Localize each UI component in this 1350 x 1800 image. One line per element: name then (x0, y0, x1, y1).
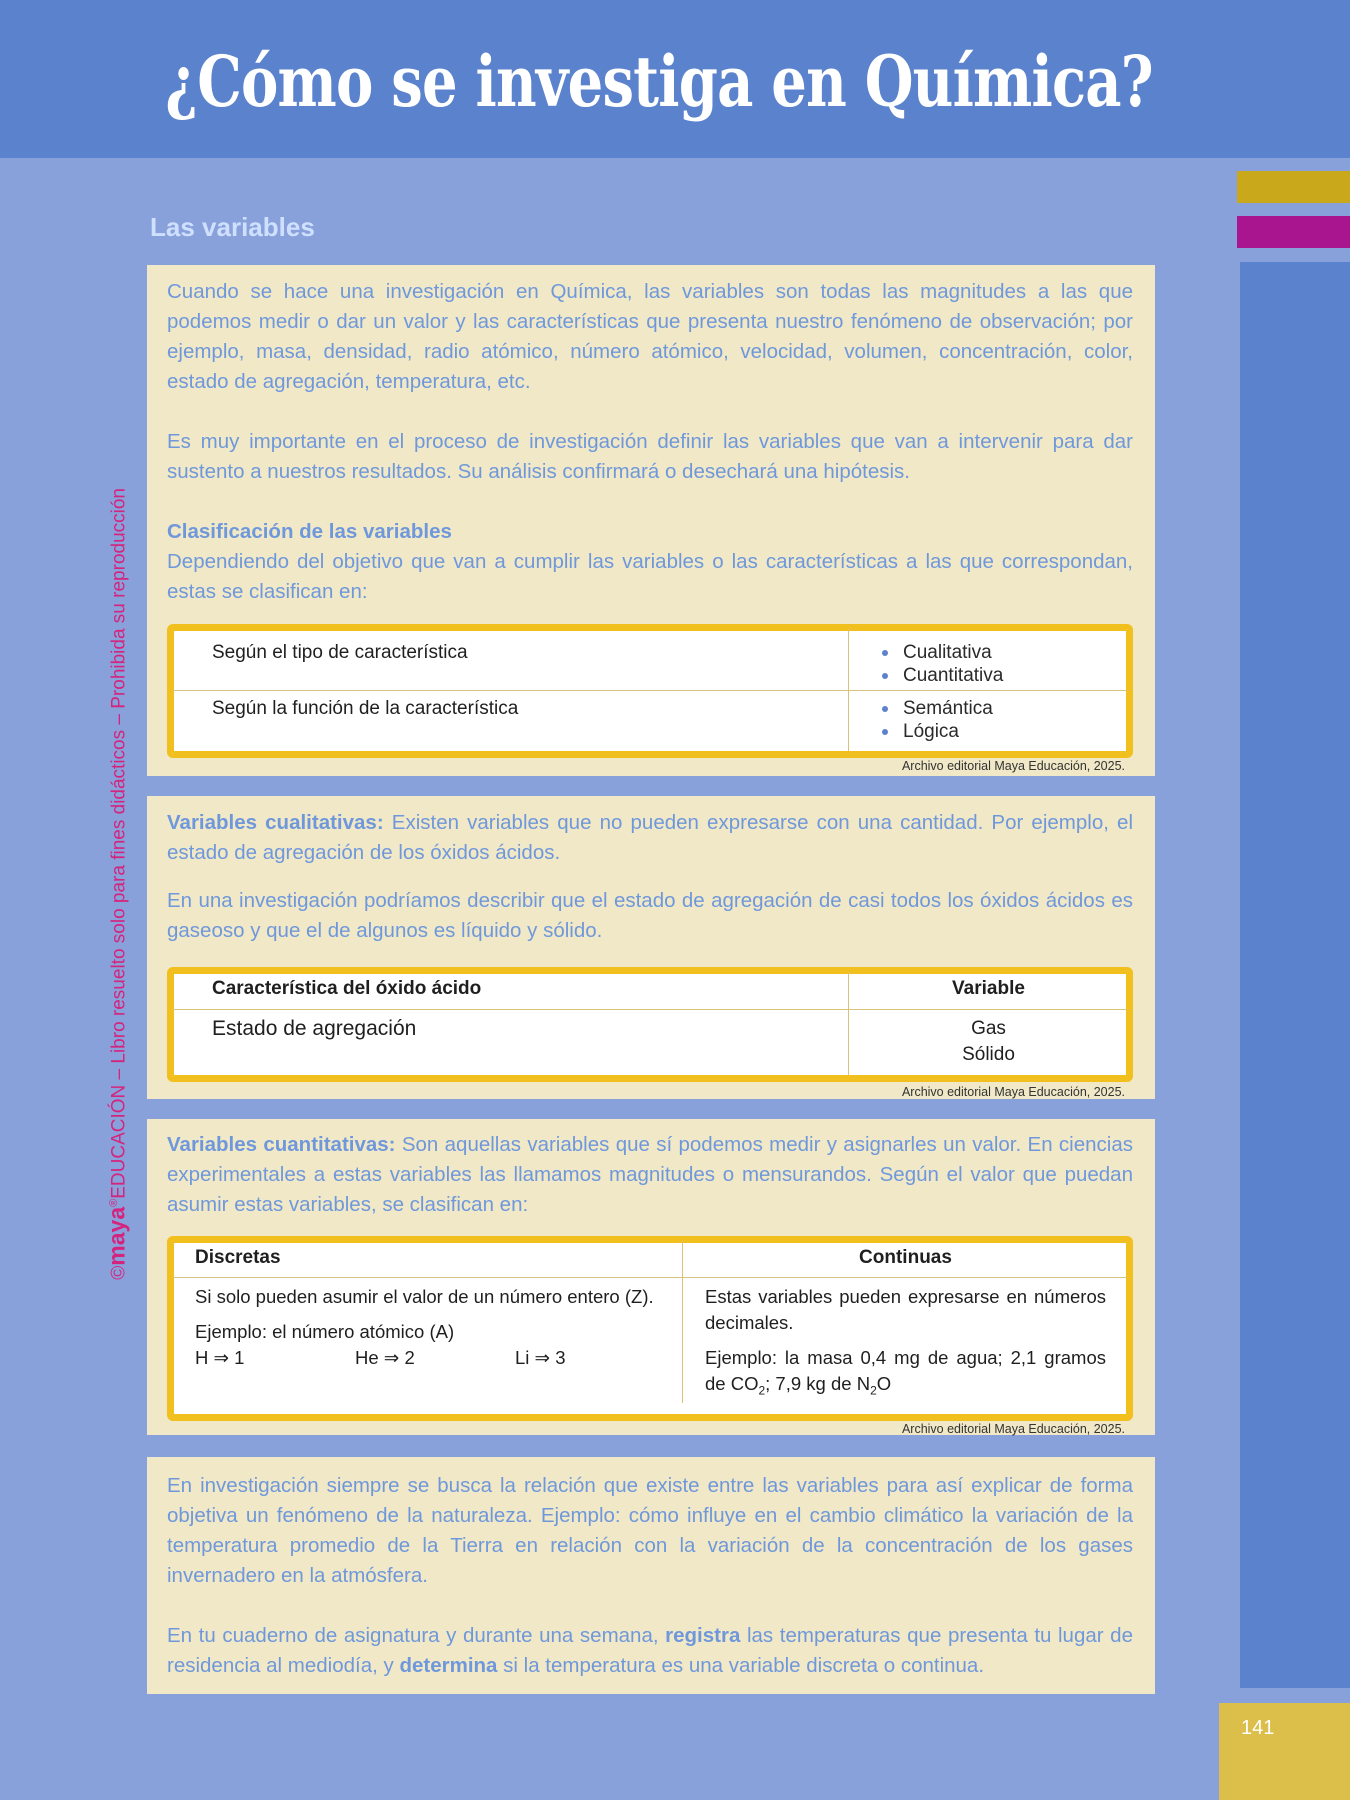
table-row (172, 629, 1128, 690)
page-header (0, 0, 1350, 158)
intro-paragraph-1: Cuando se hace una investigación en Química, las variables son todas las magnitudes a las que podemos medir o dar un valor y las características que presenta nuestro fenómeno de observación; por ejemplo, masa, densidad, radio atómico, número atómico, velocidad, volumen, concentración, color, estado de agregación, temperatura, etc. (167, 280, 1133, 393)
qualitative-paragraph-2: En una investigación podríamos describir que el estado de agregación de casi todos los óxidos ácidos es gaseoso y que el de algunos es líquido y sólido. (167, 889, 1133, 942)
list-item: Cualitativa (879, 641, 1128, 664)
side-tab-magenta (1237, 216, 1350, 248)
section-title: Las variables (150, 212, 315, 242)
page-number-box (1219, 1703, 1350, 1800)
table-source: Archivo editorial Maya Educación, 2025. (901, 1422, 1125, 1436)
table-cell (683, 1277, 1129, 1403)
example-he: He ⇒ 2 (355, 1346, 415, 1368)
table-header-row (172, 972, 1128, 1009)
closing-paragraph-1: En investigación siempre se busca la relación que existe entre las variables para así explicar de forma objetiva un fenómeno de la naturaleza. Ejemplo: cómo influye en el cambio climático la variación de la temperatura promedio de la Tierra en relación con la variación de la concentración de los gases invernadero en la atmósfera. (167, 1474, 1133, 1587)
list-item: Cuantitativa (879, 664, 1128, 687)
table-source: Archivo editorial Maya Educación, 2025. (901, 1085, 1125, 1099)
keyword-registra: registra (665, 1624, 741, 1647)
table-source: Archivo editorial Maya Educación, 2025. (901, 759, 1125, 773)
quantitative-table (167, 1236, 1133, 1421)
atomic-number-examples (195, 1345, 660, 1371)
table-cell (172, 1277, 683, 1403)
table-cell: Según la función de la característica (172, 690, 849, 751)
table-cell (849, 690, 1129, 751)
table-cell: Según el tipo de característica (172, 629, 849, 690)
brand-logo: maya (103, 1206, 130, 1266)
qualitative-table (167, 967, 1133, 1082)
table-row (172, 1277, 1128, 1403)
qualitative-text: Existen variables que no pueden expresarse con una cantidad. Por ejemplo, el estado de agregación de los óxidos ácidos. (167, 811, 1133, 864)
classification-table (167, 624, 1133, 758)
registered-mark: ® (108, 1198, 120, 1207)
table-row (172, 690, 1128, 751)
copyright-credit (102, 488, 130, 1314)
qualitative-panel (147, 796, 1155, 1099)
table-header-cell: Discretas (172, 1241, 683, 1277)
table-header-cell: Variable (952, 978, 1025, 999)
table-header-cell: Característica del óxido ácido (172, 972, 849, 1009)
table-cell: Estado de agregación (172, 1009, 849, 1075)
intro-paragraph-2: Es muy importante en el proceso de investigación definir las variables que van a intervenir para dar sustento a nuestros resultados. Su análisis confirmará o desechará una hipótesis. (167, 430, 1133, 483)
discrete-description: Si solo pueden asumir el valor de un número entero (Z). (195, 1285, 654, 1307)
qualitative-paragraph-1 (167, 808, 1133, 868)
discrete-example: Ejemplo: el número atómico (A) (195, 1320, 455, 1342)
quantitative-term: Variables cuantitativas: (167, 1133, 396, 1156)
table-cell (849, 1009, 1129, 1075)
variable-value: Sólido (962, 1043, 1015, 1065)
table-header-row (172, 1241, 1128, 1277)
page-title: ¿Cómo se investiga en Química? (165, 40, 1153, 123)
closing-paragraph-2: En tu cuaderno de asignatura y durante una semana, registra las temperaturas que presenta tu lugar de residencia al mediodía, y determina si la temperatura es una variable discreta o continua. (167, 1624, 1133, 1677)
classification-heading: Clasificación de las variables (167, 520, 452, 543)
continuous-description: Estas variables pueden expresarse en números decimales. (705, 1285, 1106, 1333)
variable-value: Gas (971, 1017, 1006, 1039)
continuous-example: Ejemplo: la masa 0,4 mg de agua; 2,1 gramos de $CO_2$; 7,9 kg de $N_2O$ (705, 1346, 1106, 1398)
table-cell (849, 629, 1129, 690)
keyword-determina: determina (399, 1654, 498, 1677)
closing-panel (147, 1457, 1155, 1694)
list-item: Semántica (879, 697, 1128, 720)
list-item: Lógica (879, 720, 1128, 743)
table-row (172, 1009, 1128, 1075)
credit-text: EDUCACIÓN – Libro resuelto solo para fines didácticos – Prohibida su reproducción (108, 488, 130, 1199)
quantitative-text: Son aquellas variables que sí podemos medir y asignarles un valor. En ciencias experimentales a estas variables las llamamos magnitudes o mensurandos. Según el valor que puedan asumir estas variables, se clasifican en: (167, 1133, 1133, 1216)
quantitative-paragraph (167, 1130, 1133, 1220)
qualitative-term: Variables cualitativas: (167, 811, 384, 834)
intro-paragraph-3: Dependiendo del objetivo que van a cumplir las variables o las características a las que correspondan, estas se clasifican en: (167, 550, 1133, 603)
example-h: H ⇒ 1 (195, 1346, 245, 1368)
copyright-symbol: © (108, 1265, 130, 1280)
side-column (1240, 262, 1350, 1688)
example-li: Li ⇒ 3 (515, 1346, 566, 1368)
quantitative-panel (147, 1119, 1155, 1435)
page-number: 141 (1241, 1717, 1275, 1739)
intro-panel (147, 265, 1155, 776)
table-header-cell: Continuas (859, 1247, 952, 1268)
side-tab-gold (1237, 171, 1350, 203)
